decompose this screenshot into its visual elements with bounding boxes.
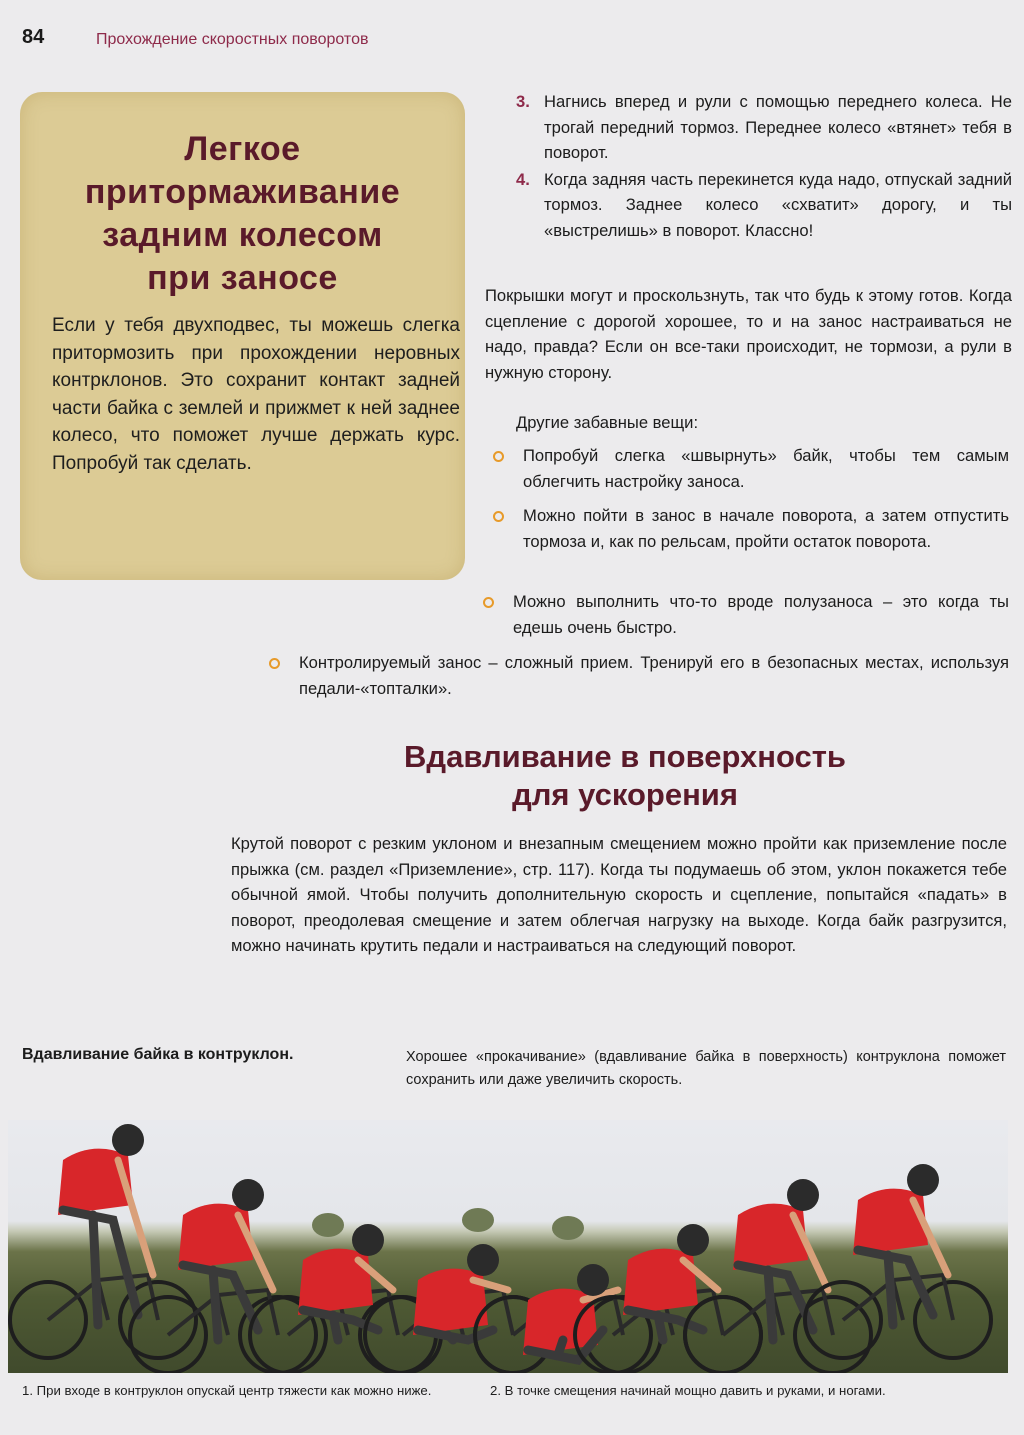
riders-illustration <box>8 1120 1008 1373</box>
rider-legs <box>418 1330 493 1340</box>
step-item <box>516 167 1012 244</box>
step-item <box>516 89 1012 166</box>
other-fun-heading: Другие забавные вещи: <box>516 413 699 432</box>
rider-jersey <box>178 1204 253 1270</box>
section-title <box>300 738 950 814</box>
figure-caption-title: Вдавливание байка в контруклон. <box>22 1046 294 1063</box>
photo-caption-1: 1. При входе в контруклон опускай центр тяжести как можно ниже. <box>22 1383 432 1398</box>
sidebar-title-line: при заносе <box>147 259 338 297</box>
bullet-item <box>523 503 1009 554</box>
section-title-line: для ускорения <box>512 777 738 812</box>
page-number: 84 <box>22 26 45 48</box>
rider-jersey <box>623 1249 698 1315</box>
step-number: 4. <box>516 169 530 189</box>
rider-helmet <box>577 1264 609 1296</box>
rider-legs <box>63 1210 138 1325</box>
bullet-ring-icon <box>483 597 494 608</box>
figure-caption-text: Хорошее «прокачивание» (вдавливание байка в поверхность) контруклона поможет сохранить или даже увеличить скорость. <box>406 1049 1006 1088</box>
photo-caption-2: 2. В точке смещения начинай мощно давить и руками, и ногами. <box>490 1383 886 1398</box>
sidebar-box <box>20 92 465 580</box>
rider-helmet <box>467 1244 499 1276</box>
sidebar-title <box>20 128 465 300</box>
sidebar-title-line: Легкое <box>184 130 301 168</box>
bullet-text: Контролируемый занос – сложный прием. Тренируй его в безопасных местах, используя педали-«топталки». <box>299 653 1009 698</box>
tree-shape <box>312 1213 344 1237</box>
section-body: Крутой поворот с резким уклоном и внезапным смещением можно пройти как приземление после прыжка (см. раздел «Приземление», стр. 117). Когда ты подумаешь об этом, уклон покажется тебе обычной ямой. Чтобы получить дополнительную скорость и сцепление, попытайся «падать» в поворот, преодолевая смещение и затем облегчая нагрузку на выходе. Когда байк разгрузится, можно начинать крутить педали и настраиваться на следующий поворот. <box>231 834 1007 955</box>
sidebar-title-line: притормаживание <box>84 173 401 211</box>
tires-paragraph: Покрышки могут и проскользнуть, так что будь к этому готов. Когда сцепление с дорогой хорошее, то и на занос настраиваться не надо, правда? Если он все-таки происходит, не тормози, а рули в нужную сторону. <box>485 286 1012 382</box>
rider-helmet <box>907 1164 939 1196</box>
rider-jersey <box>298 1249 373 1315</box>
riders-sequence-photo <box>8 1120 1008 1373</box>
rider-helmet <box>787 1179 819 1211</box>
bullet-ring-icon <box>493 511 504 522</box>
step-text: Когда задняя часть перекинется куда надо, отпускай задний тормоз. Заднее колесо «схватит» дорогу, и ты «выстрелишь» в поворот. Классно! <box>544 169 1012 240</box>
bullet-text: Можно пойти в занос в начале поворота, а затем отпустить тормоза и, как по рельсам, пройти остаток поворота. <box>523 506 1009 551</box>
sidebar-title-line: задним колесом <box>102 216 383 254</box>
rider-jersey <box>853 1189 928 1255</box>
tree-shape <box>462 1208 494 1232</box>
bullet-text: Попробуй слегка «швырнуть» байк, чтобы тем самым облегчить настройку заноса. <box>523 446 1009 491</box>
step-text: Нагнись вперед и рули с помощью переднего колеса. Не трогай передний тормоз. Переднее колесо «втянет» тебя в поворот. <box>544 92 1012 162</box>
rider-helmet <box>232 1179 264 1211</box>
sidebar-body: Если у тебя двухподвес, ты можешь слегка притормозить при прохождении неровных контрклонов. Это сохранит контакт задней части байка с землей и прижмет к ней заднее колесо, что поможет лучше держать курс. Попробуй так сделать. <box>52 315 460 474</box>
rider-helmet <box>677 1224 709 1256</box>
bullet-item <box>513 589 1009 640</box>
rider-helmet <box>352 1224 384 1256</box>
tree-shape <box>552 1216 584 1240</box>
bullet-item <box>299 650 1009 701</box>
section-title-line: Вдавливание в поверхность <box>404 739 846 774</box>
rider-helmet <box>112 1124 144 1156</box>
running-head: Прохождение скоростных поворотов <box>96 31 369 48</box>
bullet-item <box>523 443 1009 494</box>
rider-jersey <box>733 1204 808 1270</box>
step-number: 3. <box>516 92 530 111</box>
bullet-ring-icon <box>269 658 280 669</box>
bullet-text: Можно выполнить что-то вроде полузаноса – это когда ты едешь очень быстро. <box>513 592 1009 637</box>
bullet-ring-icon <box>493 451 504 462</box>
steps-list <box>516 89 1012 244</box>
